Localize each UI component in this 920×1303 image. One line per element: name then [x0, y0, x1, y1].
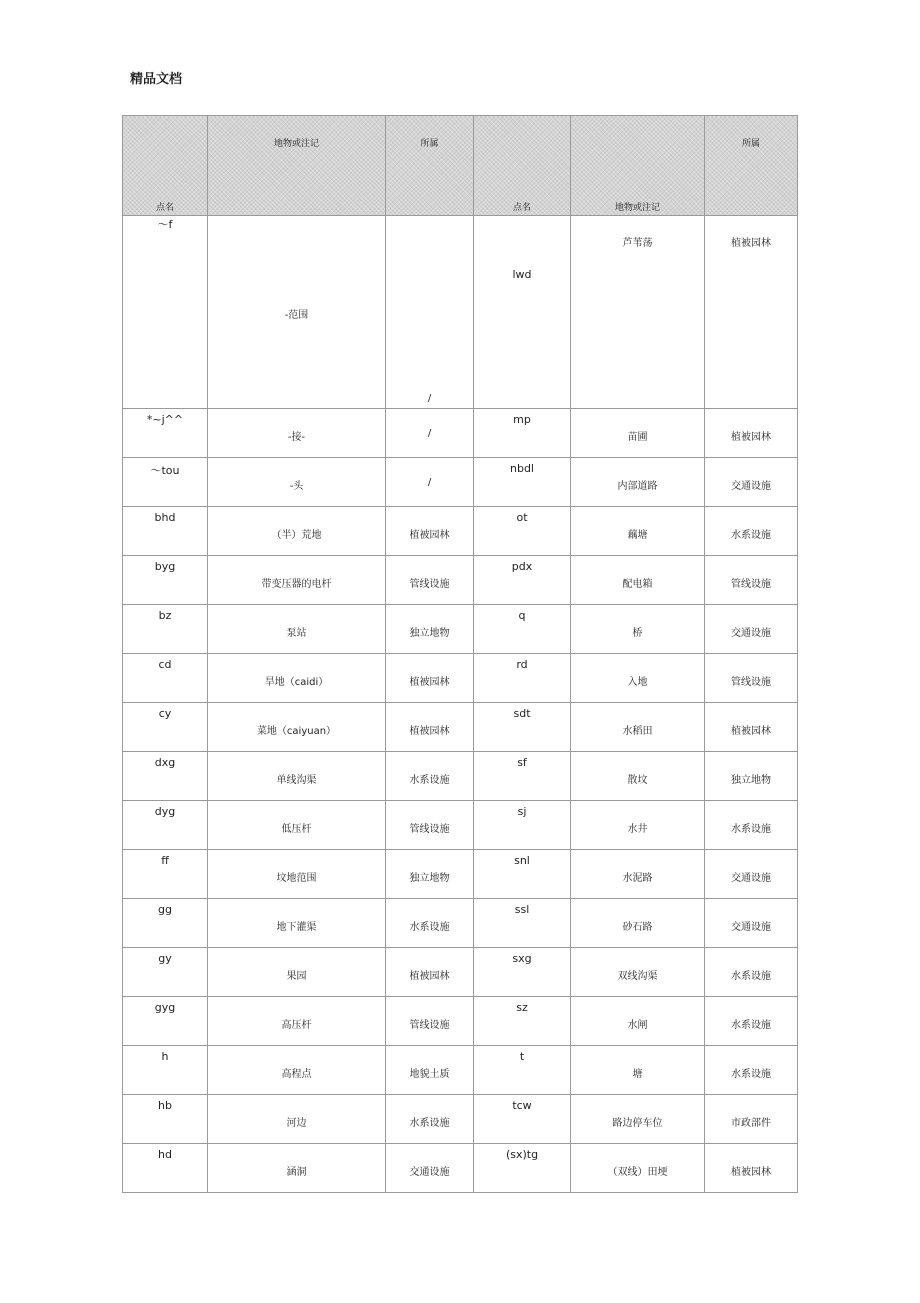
table-row — [123, 801, 798, 850]
header-cell — [123, 116, 208, 216]
category-text: 水系设施 — [409, 775, 450, 786]
point-name-text: cd — [158, 658, 172, 671]
point-name-cell — [474, 1046, 571, 1095]
feature-text: 桥 — [632, 628, 643, 639]
feature-cell — [571, 801, 705, 850]
point-name-cell — [123, 1095, 208, 1144]
header-cell — [705, 116, 798, 216]
category-text: 交通设施 — [731, 873, 771, 884]
point-name-cell — [123, 752, 208, 801]
category-text: 水系设施 — [731, 824, 771, 835]
feature-text: 散坟 — [627, 775, 648, 786]
feature-text: （半）荒地 — [271, 530, 322, 541]
feature-text: -头 — [289, 481, 304, 492]
point-name-cell — [123, 216, 208, 409]
point-name-text: dxg — [154, 756, 176, 769]
table-row — [123, 216, 798, 409]
category-text: 植被园林 — [409, 677, 450, 688]
point-name-text: bz — [158, 609, 172, 622]
category-text: 独立地物 — [731, 775, 771, 786]
category-cell — [705, 409, 798, 458]
point-name-text: hd — [158, 1148, 172, 1161]
point-name-text: rd — [516, 658, 528, 671]
point-name-cell — [474, 1095, 571, 1144]
feature-cell — [208, 507, 386, 556]
point-name-text: gy — [158, 952, 172, 965]
category-text: 植被园林 — [409, 726, 450, 737]
category-text: 水系设施 — [731, 530, 771, 541]
table-row — [123, 850, 798, 899]
point-name-text: (sx)tg — [505, 1148, 539, 1161]
category-text: 独立地物 — [409, 873, 450, 884]
feature-cell — [208, 409, 386, 458]
point-name-text: nbdl — [510, 462, 534, 475]
category-text: 管线设施 — [409, 1020, 450, 1031]
feature-cell — [208, 605, 386, 654]
point-name-text: q — [518, 609, 526, 622]
category-cell — [386, 948, 474, 997]
point-name-cell — [123, 899, 208, 948]
point-name-cell — [474, 997, 571, 1046]
category-text: 管线设施 — [731, 579, 771, 590]
point-name-text: t — [519, 1050, 525, 1063]
category-cell — [386, 850, 474, 899]
feature-text: 河边 — [286, 1118, 307, 1129]
feature-cell — [208, 850, 386, 899]
point-name-text: tcw — [512, 1099, 532, 1112]
point-name-text: gyg — [154, 1001, 176, 1014]
header-label: 地物或注记 — [273, 139, 319, 149]
category-text: 交通设施 — [731, 628, 771, 639]
feature-cell — [208, 458, 386, 507]
table-row — [123, 605, 798, 654]
point-name-text: hb — [158, 1099, 172, 1112]
category-text: 管线设施 — [731, 677, 771, 688]
category-cell — [705, 752, 798, 801]
point-name-text: byg — [154, 560, 176, 573]
point-name-text: sdt — [513, 707, 531, 720]
point-name-text: dyg — [154, 805, 176, 818]
category-text: 交通设施 — [731, 922, 771, 933]
category-text: 水系设施 — [409, 1118, 450, 1129]
feature-text: 双线沟渠 — [617, 971, 658, 982]
category-cell — [386, 703, 474, 752]
category-cell — [705, 654, 798, 703]
category-text: 水系设施 — [409, 922, 450, 933]
point-name-cell — [474, 409, 571, 458]
point-name-cell — [123, 507, 208, 556]
point-name-cell — [123, 605, 208, 654]
point-name-text: ff — [161, 854, 169, 867]
point-name-cell — [474, 507, 571, 556]
category-cell — [705, 458, 798, 507]
point-name-cell — [474, 899, 571, 948]
category-cell — [705, 997, 798, 1046]
category-text: 水系设施 — [731, 1020, 771, 1031]
category-text: 水系设施 — [731, 1069, 771, 1080]
header-label: 点名 — [512, 203, 531, 213]
feature-cell — [571, 507, 705, 556]
category-cell — [705, 1046, 798, 1095]
point-name-cell — [123, 801, 208, 850]
feature-text: 坟地范围 — [276, 873, 317, 884]
table-body — [123, 216, 798, 1193]
feature-cell — [208, 1095, 386, 1144]
point-name-text: h — [161, 1050, 169, 1063]
category-cell — [386, 997, 474, 1046]
feature-text: 菜地（caiyuan） — [256, 726, 337, 737]
category-cell — [386, 409, 474, 458]
point-name-text: sj — [517, 805, 527, 818]
point-name-text: cy — [158, 707, 172, 720]
category-cell — [705, 801, 798, 850]
feature-text: 果园 — [286, 971, 307, 982]
category-cell — [386, 1095, 474, 1144]
header-cell — [208, 116, 386, 216]
document-title: 精品文档 — [130, 72, 183, 87]
category-cell — [386, 605, 474, 654]
point-name-cell — [474, 850, 571, 899]
point-name-cell — [123, 703, 208, 752]
category-text: 管线设施 — [409, 579, 450, 590]
category-cell — [386, 899, 474, 948]
point-name-text: ～tou — [150, 464, 180, 477]
header-cell — [571, 116, 705, 216]
table-row — [123, 1144, 798, 1193]
feature-text: 路边停车位 — [612, 1118, 663, 1129]
header-label: 点名 — [155, 203, 174, 213]
feature-cell — [208, 752, 386, 801]
feature-cell — [208, 1046, 386, 1095]
point-name-cell — [474, 703, 571, 752]
feature-text: 泵站 — [286, 628, 307, 639]
category-cell — [705, 507, 798, 556]
feature-text: 入地 — [627, 677, 648, 688]
point-name-text: lwd — [512, 268, 532, 281]
point-name-text: *~j^^ — [146, 413, 184, 426]
category-text: 市政部件 — [731, 1118, 771, 1129]
category-cell — [705, 216, 798, 409]
feature-text: -接- — [287, 432, 306, 443]
feature-text: 芦苇荡 — [622, 238, 653, 249]
category-text: / — [427, 393, 432, 404]
feature-cell — [571, 409, 705, 458]
point-name-cell — [123, 409, 208, 458]
feature-cell — [208, 703, 386, 752]
category-text: 交通设施 — [409, 1167, 450, 1178]
point-name-cell — [474, 1144, 571, 1193]
category-text: 管线设施 — [409, 824, 450, 835]
point-name-cell — [123, 1046, 208, 1095]
table-row — [123, 1095, 798, 1144]
feature-cell — [208, 948, 386, 997]
header-label: 所属 — [420, 139, 439, 149]
category-cell — [386, 1144, 474, 1193]
category-text: / — [427, 477, 432, 488]
point-name-cell — [474, 752, 571, 801]
point-name-text: sz — [516, 1001, 528, 1014]
category-cell — [386, 654, 474, 703]
feature-cell — [571, 1095, 705, 1144]
table-row — [123, 948, 798, 997]
point-name-cell — [123, 850, 208, 899]
table-row — [123, 654, 798, 703]
feature-cell — [571, 948, 705, 997]
feature-text: 塘 — [632, 1069, 643, 1080]
category-cell — [705, 850, 798, 899]
header-cell — [386, 116, 474, 216]
point-name-cell — [474, 801, 571, 850]
category-cell — [386, 216, 474, 409]
category-cell — [705, 1144, 798, 1193]
feature-cell — [571, 605, 705, 654]
feature-cell — [571, 703, 705, 752]
category-cell — [386, 801, 474, 850]
point-name-text: sf — [517, 756, 527, 769]
feature-text: 水闸 — [627, 1020, 648, 1031]
table-row — [123, 556, 798, 605]
point-name-text: ot — [516, 511, 528, 524]
table-row — [123, 703, 798, 752]
category-cell — [386, 458, 474, 507]
feature-cell — [208, 801, 386, 850]
point-name-text: sxg — [512, 952, 532, 965]
point-name-cell — [123, 997, 208, 1046]
category-cell — [386, 752, 474, 801]
feature-cell — [208, 997, 386, 1046]
feature-text: 低压杆 — [281, 824, 312, 835]
table-header-row — [123, 116, 798, 216]
feature-text: 单线沟渠 — [276, 775, 317, 786]
category-text: 植被园林 — [731, 432, 771, 443]
category-cell — [705, 605, 798, 654]
category-cell — [705, 556, 798, 605]
point-name-text: mp — [513, 413, 531, 426]
point-name-cell — [474, 654, 571, 703]
feature-cell — [571, 458, 705, 507]
category-cell — [386, 556, 474, 605]
feature-cell — [208, 1144, 386, 1193]
point-name-cell — [123, 458, 208, 507]
category-text: 植被园林 — [409, 971, 450, 982]
feature-text: 涵洞 — [286, 1167, 307, 1178]
category-text: 交通设施 — [731, 481, 771, 492]
header-label: 地物或注记 — [614, 203, 660, 213]
feature-cell — [208, 216, 386, 409]
table-row — [123, 899, 798, 948]
point-name-cell — [123, 1144, 208, 1193]
code-table — [122, 115, 798, 1193]
feature-cell — [571, 997, 705, 1046]
point-name-text: ssl — [514, 903, 530, 916]
point-name-text: pdx — [511, 560, 533, 573]
feature-text: 高程点 — [281, 1069, 312, 1080]
header-cell — [474, 116, 571, 216]
feature-text: 水井 — [627, 824, 648, 835]
category-cell — [705, 899, 798, 948]
feature-cell — [208, 654, 386, 703]
feature-text: 配电箱 — [622, 579, 653, 590]
category-cell — [705, 703, 798, 752]
category-text: / — [427, 428, 432, 439]
point-name-cell — [474, 556, 571, 605]
point-name-text: snl — [514, 854, 530, 867]
feature-cell — [208, 556, 386, 605]
header-label: 所属 — [741, 139, 760, 149]
category-text: 水系设施 — [731, 971, 771, 982]
category-cell — [705, 948, 798, 997]
table-row — [123, 409, 798, 458]
feature-text: 旱地（caidi） — [264, 677, 329, 688]
point-name-text: bhd — [154, 511, 176, 524]
feature-text: 内部道路 — [617, 481, 658, 492]
feature-cell — [571, 752, 705, 801]
feature-cell — [571, 1046, 705, 1095]
feature-text: 高压杆 — [281, 1020, 312, 1031]
feature-text: 砂石路 — [622, 922, 653, 933]
table-row — [123, 997, 798, 1046]
feature-text: 苗圃 — [627, 432, 648, 443]
table-row — [123, 458, 798, 507]
feature-cell — [571, 654, 705, 703]
feature-text: 带变压器的电杆 — [261, 579, 332, 590]
point-name-cell — [123, 556, 208, 605]
feature-cell — [571, 1144, 705, 1193]
feature-text: 地下灌渠 — [276, 922, 317, 933]
category-text: 地貌土质 — [409, 1069, 450, 1080]
category-text: 植被园林 — [731, 238, 771, 249]
category-text: 植被园林 — [731, 726, 771, 737]
feature-cell — [571, 899, 705, 948]
point-name-cell — [474, 605, 571, 654]
feature-text: -范围 — [284, 310, 309, 321]
feature-cell — [571, 556, 705, 605]
feature-cell — [208, 899, 386, 948]
category-text: 植被园林 — [731, 1167, 771, 1178]
point-name-cell — [474, 216, 571, 409]
category-cell — [705, 1095, 798, 1144]
feature-cell — [571, 216, 705, 409]
table-row — [123, 752, 798, 801]
point-name-cell — [123, 654, 208, 703]
category-cell — [386, 507, 474, 556]
table-row — [123, 1046, 798, 1095]
feature-cell — [571, 850, 705, 899]
feature-text: 藕塘 — [627, 530, 648, 541]
point-name-cell — [123, 948, 208, 997]
feature-text: 水稻田 — [622, 726, 653, 737]
category-text: 植被园林 — [409, 530, 450, 541]
feature-text: 水泥路 — [622, 873, 653, 884]
category-cell — [386, 1046, 474, 1095]
feature-text: （双线）田埂 — [607, 1167, 668, 1178]
table-row — [123, 507, 798, 556]
point-name-text: gg — [158, 903, 172, 916]
point-name-cell — [474, 458, 571, 507]
point-name-cell — [474, 948, 571, 997]
category-text: 独立地物 — [409, 628, 450, 639]
point-name-text: ～f — [157, 218, 173, 231]
